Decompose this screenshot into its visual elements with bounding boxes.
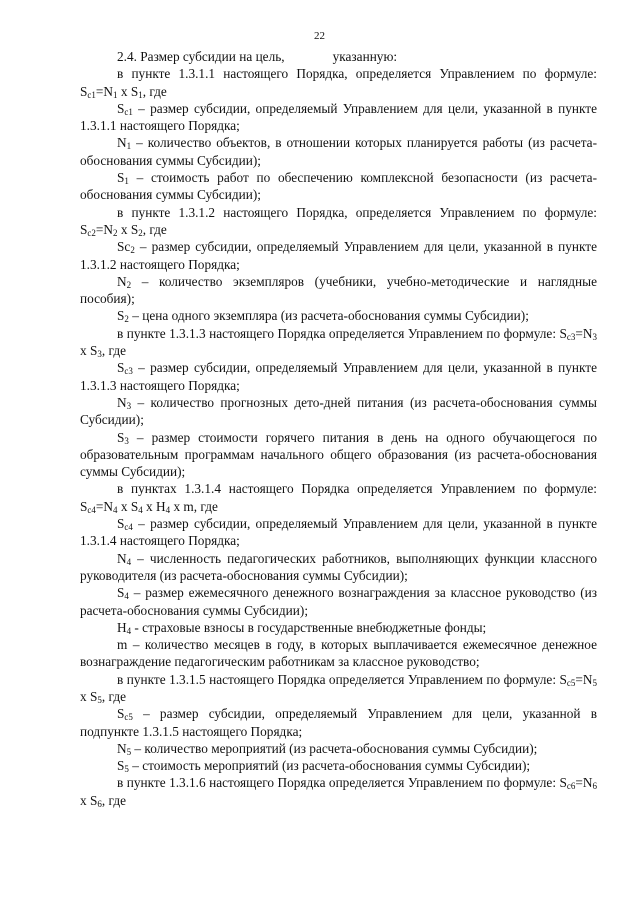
subscript-text: 5 (124, 764, 129, 775)
paragraph-text: x H (142, 498, 166, 514)
paragraph-text: S (117, 585, 125, 601)
paragraph-text: N (117, 550, 127, 566)
paragraph-p1 (80, 65, 597, 100)
subscript-text: с1 (124, 106, 133, 117)
paragraph-text: – размер субсидии, определяемый Управлением для цели, указанной в пункте 1.3.1.1 настоящего Порядка; (80, 100, 597, 134)
paragraph-text: в пункте 1.3.1.5 настоящего Порядка определяется Управлением по формуле: S (117, 671, 567, 687)
paragraph-p17 (80, 619, 597, 636)
subscript-text: 4 (138, 504, 143, 515)
paragraph-text: Sc (117, 239, 131, 255)
paragraph-text: S (117, 516, 125, 532)
paragraph-text: – цена одного экземпляра (из расчета-обоснования суммы Субсидии); (128, 308, 529, 324)
paragraph-text: x m, где (170, 498, 218, 514)
subscript-text: с6 (566, 781, 576, 792)
paragraph-text: N (117, 740, 127, 756)
paragraph-p7 (80, 273, 597, 308)
subscript-text: 2 (138, 227, 143, 238)
paragraph-p6 (80, 238, 597, 273)
paragraph-text: – количество мероприятий (из расчета-обоснования суммы Субсидии); (131, 740, 538, 756)
subscript-text: с4 (124, 522, 133, 533)
paragraph-text: x S (117, 221, 139, 237)
paragraph-text: =N (95, 221, 114, 237)
paragraph-p18 (80, 636, 597, 671)
paragraph-p2 (80, 100, 597, 135)
paragraph-list (80, 65, 597, 809)
subscript-text: с4 (87, 504, 96, 515)
subscript-text: 1 (113, 89, 118, 100)
paragraph-p15 (80, 550, 597, 585)
subscript-text: 5 (126, 746, 132, 757)
subscript-text: 3 (97, 349, 102, 360)
paragraph-p21 (80, 740, 597, 757)
paragraph-text: x S (80, 343, 98, 359)
subscript-text: с2 (87, 227, 96, 238)
document-body (80, 48, 597, 809)
paragraph-text: N (117, 135, 127, 151)
subscript-text: 2 (126, 279, 132, 290)
heading-part-2: указанную: (332, 49, 398, 64)
paragraph-text: , где (142, 83, 167, 99)
paragraph-text: в пункте 1.3.1.3 настоящего Порядка определяется Управлением по формуле: S (117, 325, 567, 341)
paragraph-text: S (117, 706, 125, 722)
subscript-text: 4 (165, 504, 171, 515)
paragraph-p4 (80, 169, 597, 204)
paragraph-text: , где (101, 688, 126, 704)
paragraph-text: в пункте 1.3.1.1 настоящего Порядка, определяется Управлением по формуле: S (80, 66, 597, 99)
subscript-text: 4 (126, 625, 132, 636)
paragraph-text: – размер стоимости горячего питания в день на одного обучающегося по образовательным программам начального общего образования (из расчета-обоснования суммы Субсидии); (80, 429, 597, 480)
subscript-text: 6 (592, 781, 597, 792)
subscript-text: с3 (124, 366, 133, 377)
paragraph-text: , где (101, 792, 126, 808)
paragraph-text: – размер субсидии, определяемый Управлением для цели, указанной в подпункте 1.3.1.5 настоящего Порядка; (80, 706, 597, 739)
subscript-text: 4 (126, 556, 132, 567)
paragraph-p19 (80, 671, 597, 706)
subscript-text: 1 (126, 141, 132, 152)
paragraph-p11 (80, 394, 597, 429)
paragraph-text: – размер субсидии, определяемый Управлением для цели, указанной в пункте 1.3.1.2 настоящего Порядка; (80, 239, 597, 272)
subscript-text: 2 (113, 227, 118, 238)
paragraph-text: S (117, 170, 125, 186)
paragraph-text: – стоимость мероприятий (из расчета-обоснования суммы Субсидии); (128, 758, 531, 774)
subscript-text: 6 (97, 798, 102, 809)
paragraph-text: x S (117, 498, 139, 514)
subscript-text: 4 (124, 591, 129, 602)
paragraph-p16 (80, 584, 597, 619)
paragraph-text: - страховые взносы в государственные внебюджетные фонды; (131, 619, 487, 635)
paragraph-p5 (80, 204, 597, 239)
paragraph-text: x S (80, 688, 98, 704)
subscript-text: с1 (87, 89, 96, 100)
paragraph-text: H (117, 619, 127, 635)
paragraph-text: S (117, 308, 125, 324)
paragraph-text: – количество прогнозных дето-дней питания (из расчета-обоснования суммы Субсидии); (80, 394, 597, 428)
subscript-text: 5 (97, 694, 102, 705)
paragraph-text: =N (95, 498, 114, 514)
paragraph-text: x S (80, 792, 98, 808)
subscript-text: 3 (592, 331, 597, 342)
paragraph-p20 (80, 705, 597, 740)
subscript-text: 4 (113, 504, 118, 515)
section-heading (80, 48, 597, 65)
paragraph-text: N (117, 273, 127, 289)
paragraph-text: , где (142, 221, 167, 237)
paragraph-p9 (80, 325, 597, 360)
paragraph-text: =N (575, 775, 593, 791)
paragraph-text: S (117, 758, 125, 774)
paragraph-p12 (80, 429, 597, 481)
paragraph-p10 (80, 359, 597, 394)
paragraph-text: – размер субсидии, определяемый Управлением для цели, указанной в пункте 1.3.1.4 настоящего Порядка; (80, 516, 597, 549)
subscript-text: с5 (124, 712, 133, 723)
paragraph-text: S (117, 360, 125, 376)
paragraph-text: S (117, 100, 125, 116)
paragraph-text: N (117, 394, 127, 410)
subscript-text: 3 (124, 435, 129, 446)
subscript-text: 5 (592, 677, 597, 688)
paragraph-text: – численность педагогических работников, выполняющих функции классного руководителя (из расчета-обоснования суммы Субсидии); (80, 550, 597, 583)
heading-part-1: 2.4. Размер субсидии на цель, (117, 49, 285, 64)
paragraph-text: x S (117, 83, 139, 99)
subscript-text: 2 (130, 245, 135, 256)
paragraph-p22 (80, 757, 597, 774)
paragraph-p3 (80, 134, 597, 169)
paragraph-text: в пункте 1.3.1.2 настоящего Порядка, определяется Управлением по формуле: S (80, 204, 597, 237)
subscript-text: 3 (126, 400, 132, 411)
subscript-text: 2 (124, 314, 129, 325)
paragraph-text: =N (575, 325, 593, 341)
paragraph-text: – стоимость работ по обеспечению комплексной безопасности (из расчета-обоснования суммы Субсидии); (80, 170, 597, 203)
paragraph-text: m – количество месяцев в году, в которых выплачивается ежемесячное денежное вознаграждение педагогическим работникам за классное руководство; (80, 637, 597, 670)
paragraph-text: в пункте 1.3.1.6 настоящего Порядка определяется Управлением по формуле: S (117, 775, 567, 791)
paragraph-text: – количество экземпляров (учебники, учебно-методические и наглядные пособия); (80, 273, 597, 307)
paragraph-text: – размер ежемесячного денежного вознаграждения за классное руководство (из расчета-обоснования суммы Субсидии); (80, 585, 597, 618)
subscript-text: 1 (124, 176, 129, 187)
subscript-text: 1 (138, 89, 143, 100)
subscript-text: с5 (566, 677, 576, 688)
paragraph-p8 (80, 307, 597, 324)
paragraph-text: S (117, 429, 125, 445)
page-number: 22 (314, 30, 325, 42)
paragraph-text: в пунктах 1.3.1.4 настоящего Порядка определяется Управлением по формуле: S (80, 481, 597, 514)
paragraph-p14 (80, 515, 597, 550)
paragraph-text: , где (101, 343, 126, 359)
paragraph-text: – количество объектов, в отношении которых планируется работы (из расчета-обоснования суммы Субсидии); (80, 135, 597, 168)
subscript-text: с3 (566, 331, 576, 342)
paragraph-p13 (80, 480, 597, 515)
paragraph-text: – размер субсидии, определяемый Управлением для цели, указанной в пункте 1.3.1.3 настоящего Порядка; (80, 360, 597, 393)
paragraph-text: =N (95, 83, 114, 99)
paragraph-text: =N (575, 671, 593, 687)
paragraph-p23 (80, 774, 597, 809)
